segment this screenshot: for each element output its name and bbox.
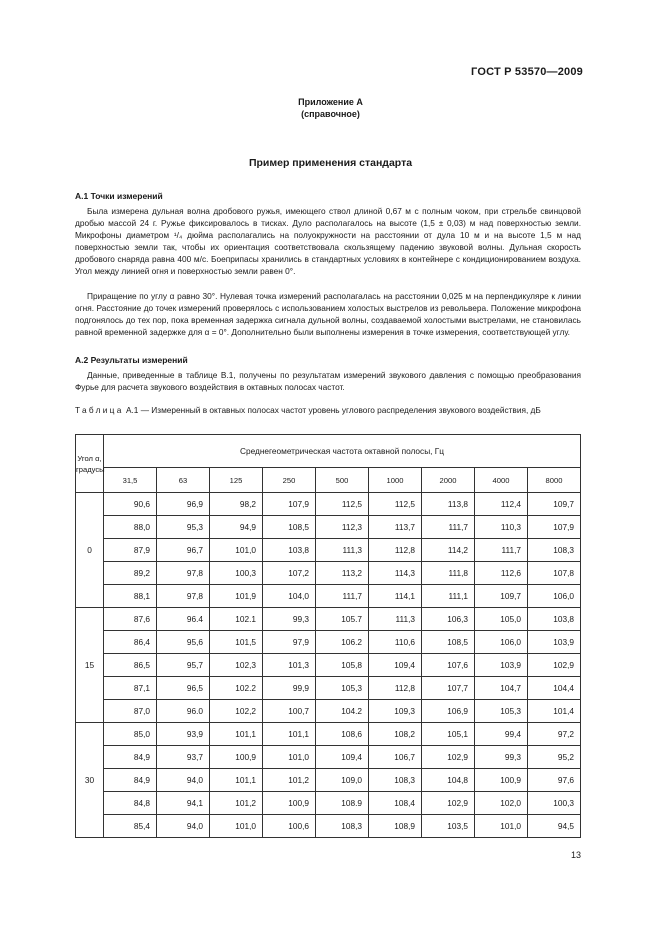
table-row	[76, 746, 581, 769]
table-cell: 100,9	[475, 769, 528, 792]
section-a2-paragraph-1: Данные, приведенные в таблице В.1, получены по результатам измерений звукового давления с помощью преобразования Фурье для расчета звукового воздействия в октавных полосах частот.	[75, 370, 581, 393]
table-cell: 101,1	[210, 769, 263, 792]
table-cell: 94,1	[157, 792, 210, 815]
table-cell: 103,9	[528, 631, 581, 654]
table-cell: 95,7	[157, 654, 210, 677]
table-cell: 108,3	[316, 815, 369, 838]
table-cell: 108.9	[316, 792, 369, 815]
table-cell: 106,3	[422, 608, 475, 631]
table-row	[76, 769, 581, 792]
frequency-header-cell: 8000	[528, 468, 581, 493]
table-cell: 103,9	[475, 654, 528, 677]
table-cell: 101,3	[263, 654, 316, 677]
table-cell: 97,9	[263, 631, 316, 654]
table-cell: 100,9	[210, 746, 263, 769]
table-cell: 93,7	[157, 746, 210, 769]
table-cell: 93,9	[157, 723, 210, 746]
table-cell: 108,4	[369, 792, 422, 815]
table-cell: 110,6	[369, 631, 422, 654]
table-cell: 101,0	[475, 815, 528, 838]
table-cell: 107,7	[422, 677, 475, 700]
section-a1-paragraph-1: Была измерена дульная волна дробового ружья, имеющего ствол длиной 0,67 м с полным чоком, при стрельбе свинцовой дробью массой 24 г. Ружье фиксировалось в тисках. Дуло располагалось на высоте (1,5 ± 0,03) м над поверхностью земли. Микрофоны диаметром ¹/₄ дюйма располагались на полуокружности на расстоянии от дула 10 м и на высоте 1,5 м над поверхностью земли так, чтобы их ориентация соответствовала скользящему падению звуковой волны. Дульная скорость дробового снаряда равна 400 м/с. Боеприпасы хранились в стандартных условиях в контейнере с кондиционированием воздуха. Угол между линией огня и поверхностью земли равен 0°.	[75, 206, 581, 277]
table-cell: 98,2	[210, 493, 263, 516]
table-cell: 96,5	[157, 677, 210, 700]
table-cell: 113,7	[369, 516, 422, 539]
frequency-header-cell: 4000	[475, 468, 528, 493]
table-cell: 99,3	[263, 608, 316, 631]
table-cell: 114,3	[369, 562, 422, 585]
table-cell: 102,9	[422, 792, 475, 815]
table-cell: 109,0	[316, 769, 369, 792]
table-cell: 106,0	[475, 631, 528, 654]
table-row	[76, 723, 581, 746]
table-cell: 95,2	[528, 746, 581, 769]
table-cell: 106.2	[316, 631, 369, 654]
section-a2-heading: А.2 Результаты измерений	[75, 355, 188, 365]
table-cell: 104,4	[528, 677, 581, 700]
table-cell: 87,1	[104, 677, 157, 700]
table-cell: 105.7	[316, 608, 369, 631]
table-cell: 97,8	[157, 585, 210, 608]
table-cell: 108,6	[316, 723, 369, 746]
table-cell: 96,7	[157, 539, 210, 562]
table-cell: 112,4	[475, 493, 528, 516]
table-cell: 100,3	[528, 792, 581, 815]
section-a1-heading: А.1 Точки измерений	[75, 191, 163, 201]
table-cell: 94,0	[157, 815, 210, 838]
table-row	[76, 792, 581, 815]
table-cell: 111,7	[475, 539, 528, 562]
table-cell: 107,8	[528, 562, 581, 585]
table-cell: 105,0	[475, 608, 528, 631]
table-cell: 101,9	[210, 585, 263, 608]
table-cell: 112,5	[316, 493, 369, 516]
table-cell: 112,6	[475, 562, 528, 585]
table-cell: 104.2	[316, 700, 369, 723]
table-row	[76, 654, 581, 677]
table-cell: 100,9	[263, 792, 316, 815]
table-cell: 108,3	[369, 769, 422, 792]
table-cell: 85,4	[104, 815, 157, 838]
table-cell: 109,7	[475, 585, 528, 608]
table-cell: 106,0	[528, 585, 581, 608]
table-cell: 88,1	[104, 585, 157, 608]
table-cell: 84,9	[104, 769, 157, 792]
table-cell: 101,2	[210, 792, 263, 815]
frequency-header-cell: 125	[210, 468, 263, 493]
appendix-subtitle: (справочное)	[301, 109, 360, 119]
table-cell: 108,3	[528, 539, 581, 562]
table-cell: 108,5	[263, 516, 316, 539]
table-cell: 96.4	[157, 608, 210, 631]
table-cell: 87,6	[104, 608, 157, 631]
table-cell: 97,2	[528, 723, 581, 746]
angle-cell: 30	[76, 723, 104, 838]
table-cell: 105,8	[316, 654, 369, 677]
table-cell: 111,8	[422, 562, 475, 585]
table-cell: 109,4	[369, 654, 422, 677]
frequency-header-cell: 63	[157, 468, 210, 493]
table-cell: 113,2	[316, 562, 369, 585]
angle-column-header: Угол α, градусы	[76, 435, 104, 493]
table-cell: 95,3	[157, 516, 210, 539]
table-cell: 104,7	[475, 677, 528, 700]
table-cell: 84,9	[104, 746, 157, 769]
table-cell: 105,3	[475, 700, 528, 723]
table-cell: 86,4	[104, 631, 157, 654]
table-cell: 94,9	[210, 516, 263, 539]
table-cell: 111,3	[369, 608, 422, 631]
document-title: Пример применения стандарта	[248, 157, 413, 169]
appendix-heading	[0, 96, 661, 120]
table-row	[76, 516, 581, 539]
table-cell: 101,0	[210, 539, 263, 562]
table-cell: 103,5	[422, 815, 475, 838]
table-cell: 108,9	[369, 815, 422, 838]
table-cell: 87,0	[104, 700, 157, 723]
table-cell: 111,7	[316, 585, 369, 608]
table-cell: 110,3	[475, 516, 528, 539]
table-cell: 94,0	[157, 769, 210, 792]
table-cell: 101,0	[210, 815, 263, 838]
table-cell: 99,3	[475, 746, 528, 769]
table-cell: 100,6	[263, 815, 316, 838]
table-cell: 106,9	[422, 700, 475, 723]
angle-cell: 15	[76, 608, 104, 723]
table-cell: 85,0	[104, 723, 157, 746]
table-cell: 108,2	[369, 723, 422, 746]
table-caption	[75, 404, 581, 417]
frequency-header-cell: 2000	[422, 468, 475, 493]
table-cell: 96.0	[157, 700, 210, 723]
table-cell: 101,4	[528, 700, 581, 723]
table-cell: 102,9	[528, 654, 581, 677]
table-cell: 104,8	[422, 769, 475, 792]
table-cell: 99,4	[475, 723, 528, 746]
table-row	[76, 539, 581, 562]
table-cell: 105,1	[422, 723, 475, 746]
frequency-header-row	[76, 468, 581, 493]
table-cell: 114,2	[422, 539, 475, 562]
table-cell: 113,8	[422, 493, 475, 516]
table-label: Таблица	[75, 405, 124, 415]
table-cell: 102.1	[210, 608, 263, 631]
table-cell: 95,6	[157, 631, 210, 654]
table-cell: 100,7	[263, 700, 316, 723]
table-row	[76, 608, 581, 631]
table-cell: 103,8	[528, 608, 581, 631]
table-cell: 109,4	[316, 746, 369, 769]
table-cell: 94,5	[528, 815, 581, 838]
table-row	[76, 677, 581, 700]
table-cell: 99,9	[263, 677, 316, 700]
table-body	[76, 493, 581, 838]
frequency-header-cell: 250	[263, 468, 316, 493]
table-row	[76, 815, 581, 838]
table-row	[76, 562, 581, 585]
table-cell: 105,3	[316, 677, 369, 700]
table-caption-text: А.1 — Измеренный в октавных полосах частот уровень углового распределения звукового воздействия, дБ	[123, 405, 541, 415]
table-cell: 101,0	[263, 746, 316, 769]
table-cell: 103,8	[263, 539, 316, 562]
table-cell: 107,9	[263, 493, 316, 516]
frequency-header-cell: 1000	[369, 468, 422, 493]
table-cell: 109,3	[369, 700, 422, 723]
table-cell: 97,8	[157, 562, 210, 585]
table-cell: 97,6	[528, 769, 581, 792]
table-cell: 107,2	[263, 562, 316, 585]
frequency-header-cell: 500	[316, 468, 369, 493]
table-cell: 102.2	[210, 677, 263, 700]
table-cell: 101,1	[210, 723, 263, 746]
section-a1-paragraph-2: Приращение по углу α равно 30°. Нулевая точка измерений располагалась на расстоянии 0,025 м на перпендикуляре к линии огня. Расстояние до точек измерений проверялось с использованием холостых выстрелов из револьвера. Положение микрофона подгонялось до тех пор, пока временная задержка сигнала дульной волны, создаваемой холостыми выстрелами, не становилась равной временной задержке для α = 0°. Дополнительно были выполнены измерения в точке измерения, соответствующей углу.	[75, 291, 581, 338]
table-cell: 100,3	[210, 562, 263, 585]
table-cell: 112,5	[369, 493, 422, 516]
table-cell: 104,0	[263, 585, 316, 608]
table-cell: 107,9	[528, 516, 581, 539]
standard-header: ГОСТ Р 53570—2009	[471, 66, 583, 78]
table-cell: 102,9	[422, 746, 475, 769]
table-cell: 88,0	[104, 516, 157, 539]
appendix-title: Приложение А	[298, 97, 363, 107]
table-cell: 112,8	[369, 677, 422, 700]
table-row	[76, 631, 581, 654]
table-cell: 96,9	[157, 493, 210, 516]
frequency-group-header: Среднегеометрическая частота октавной полосы, Гц	[104, 435, 581, 468]
table-cell: 109,7	[528, 493, 581, 516]
table-cell: 102,0	[475, 792, 528, 815]
table-cell: 101,1	[263, 723, 316, 746]
table-cell: 114,1	[369, 585, 422, 608]
table-cell: 89,2	[104, 562, 157, 585]
table-row	[76, 700, 581, 723]
table-row	[76, 585, 581, 608]
table-cell: 101,5	[210, 631, 263, 654]
measurement-table	[75, 434, 581, 838]
table-cell: 106,7	[369, 746, 422, 769]
table-cell: 112,3	[316, 516, 369, 539]
table-cell: 90,6	[104, 493, 157, 516]
table-row	[76, 493, 581, 516]
angle-cell: 0	[76, 493, 104, 608]
frequency-header-cell: 31,5	[104, 468, 157, 493]
table-cell: 84,8	[104, 792, 157, 815]
page-number: 13	[570, 850, 581, 860]
table-cell: 101,2	[263, 769, 316, 792]
table-cell: 107,6	[422, 654, 475, 677]
table-cell: 111,3	[316, 539, 369, 562]
table-cell: 86,5	[104, 654, 157, 677]
table-cell: 111,7	[422, 516, 475, 539]
table-cell: 111,1	[422, 585, 475, 608]
table-cell: 87,9	[104, 539, 157, 562]
table-cell: 108,5	[422, 631, 475, 654]
table-cell: 102,3	[210, 654, 263, 677]
table-cell: 112,8	[369, 539, 422, 562]
table-cell: 102,2	[210, 700, 263, 723]
